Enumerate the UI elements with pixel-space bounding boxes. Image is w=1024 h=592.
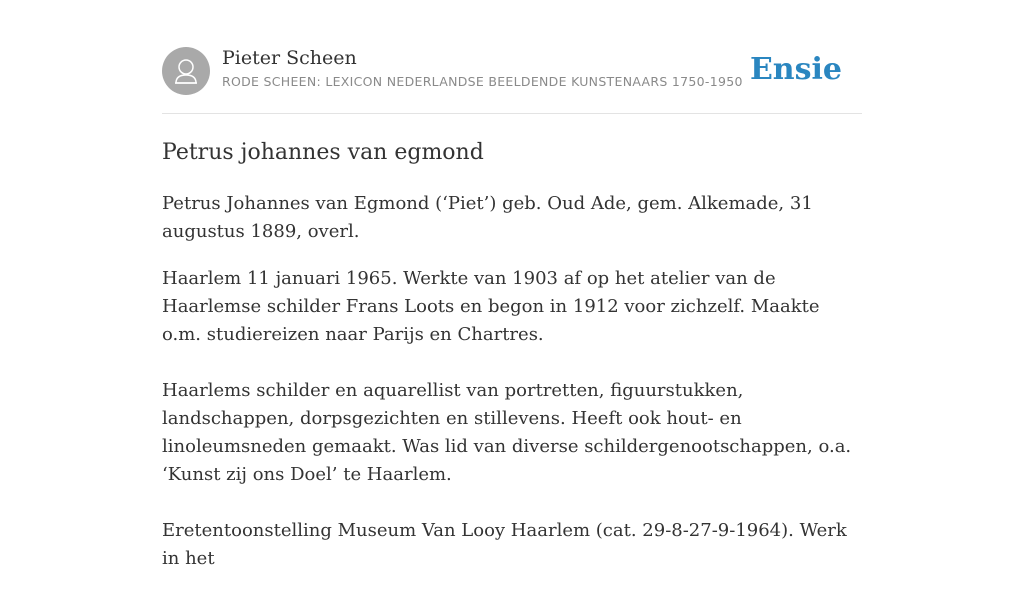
- paragraph: Haarlems schilder en aquarellist van portretten, figuurstukken, landschappen, dorpsgezichten en stillevens. Heeft ook hout- en linoleumsneden gemaakt. Was lid van diverse schildergenootschappen, o.a. ‘Kunst zij ons Doel’ te Haarlem.: [162, 380, 852, 485]
- author-name[interactable]: Pieter Scheen: [222, 47, 357, 69]
- user-silhouette-icon: [162, 47, 210, 95]
- article-title: Petrus johannes van egmond: [162, 140, 484, 165]
- paragraph: Eretentoonstelling Museum Van Looy Haarlem (cat. 29-8-27-9-1964). Werk in het: [162, 520, 847, 569]
- paragraph: Petrus Johannes van Egmond (‘Piet’) geb. Oud Ade, gem. Alkemade, 31 augustus 1889, overl.: [162, 193, 813, 242]
- header-divider: [162, 113, 862, 114]
- source-publication[interactable]: RODE SCHEEN: LEXICON NEDERLANDSE BEELDENDE KUNSTENAARS 1750-1950: [222, 74, 743, 89]
- paragraph: Haarlem 11 januari 1965. Werkte van 1903 af op het atelier van de Haarlemse schilder Frans Loots en begon in 1912 voor zichzelf. Maakte o.m. studiereizen naar Parijs en Chartres.: [162, 268, 820, 345]
- author-avatar[interactable]: [162, 47, 210, 95]
- header: [162, 46, 862, 96]
- ensie-logo[interactable]: Ensie: [749, 52, 842, 87]
- article-body: [162, 190, 862, 592]
